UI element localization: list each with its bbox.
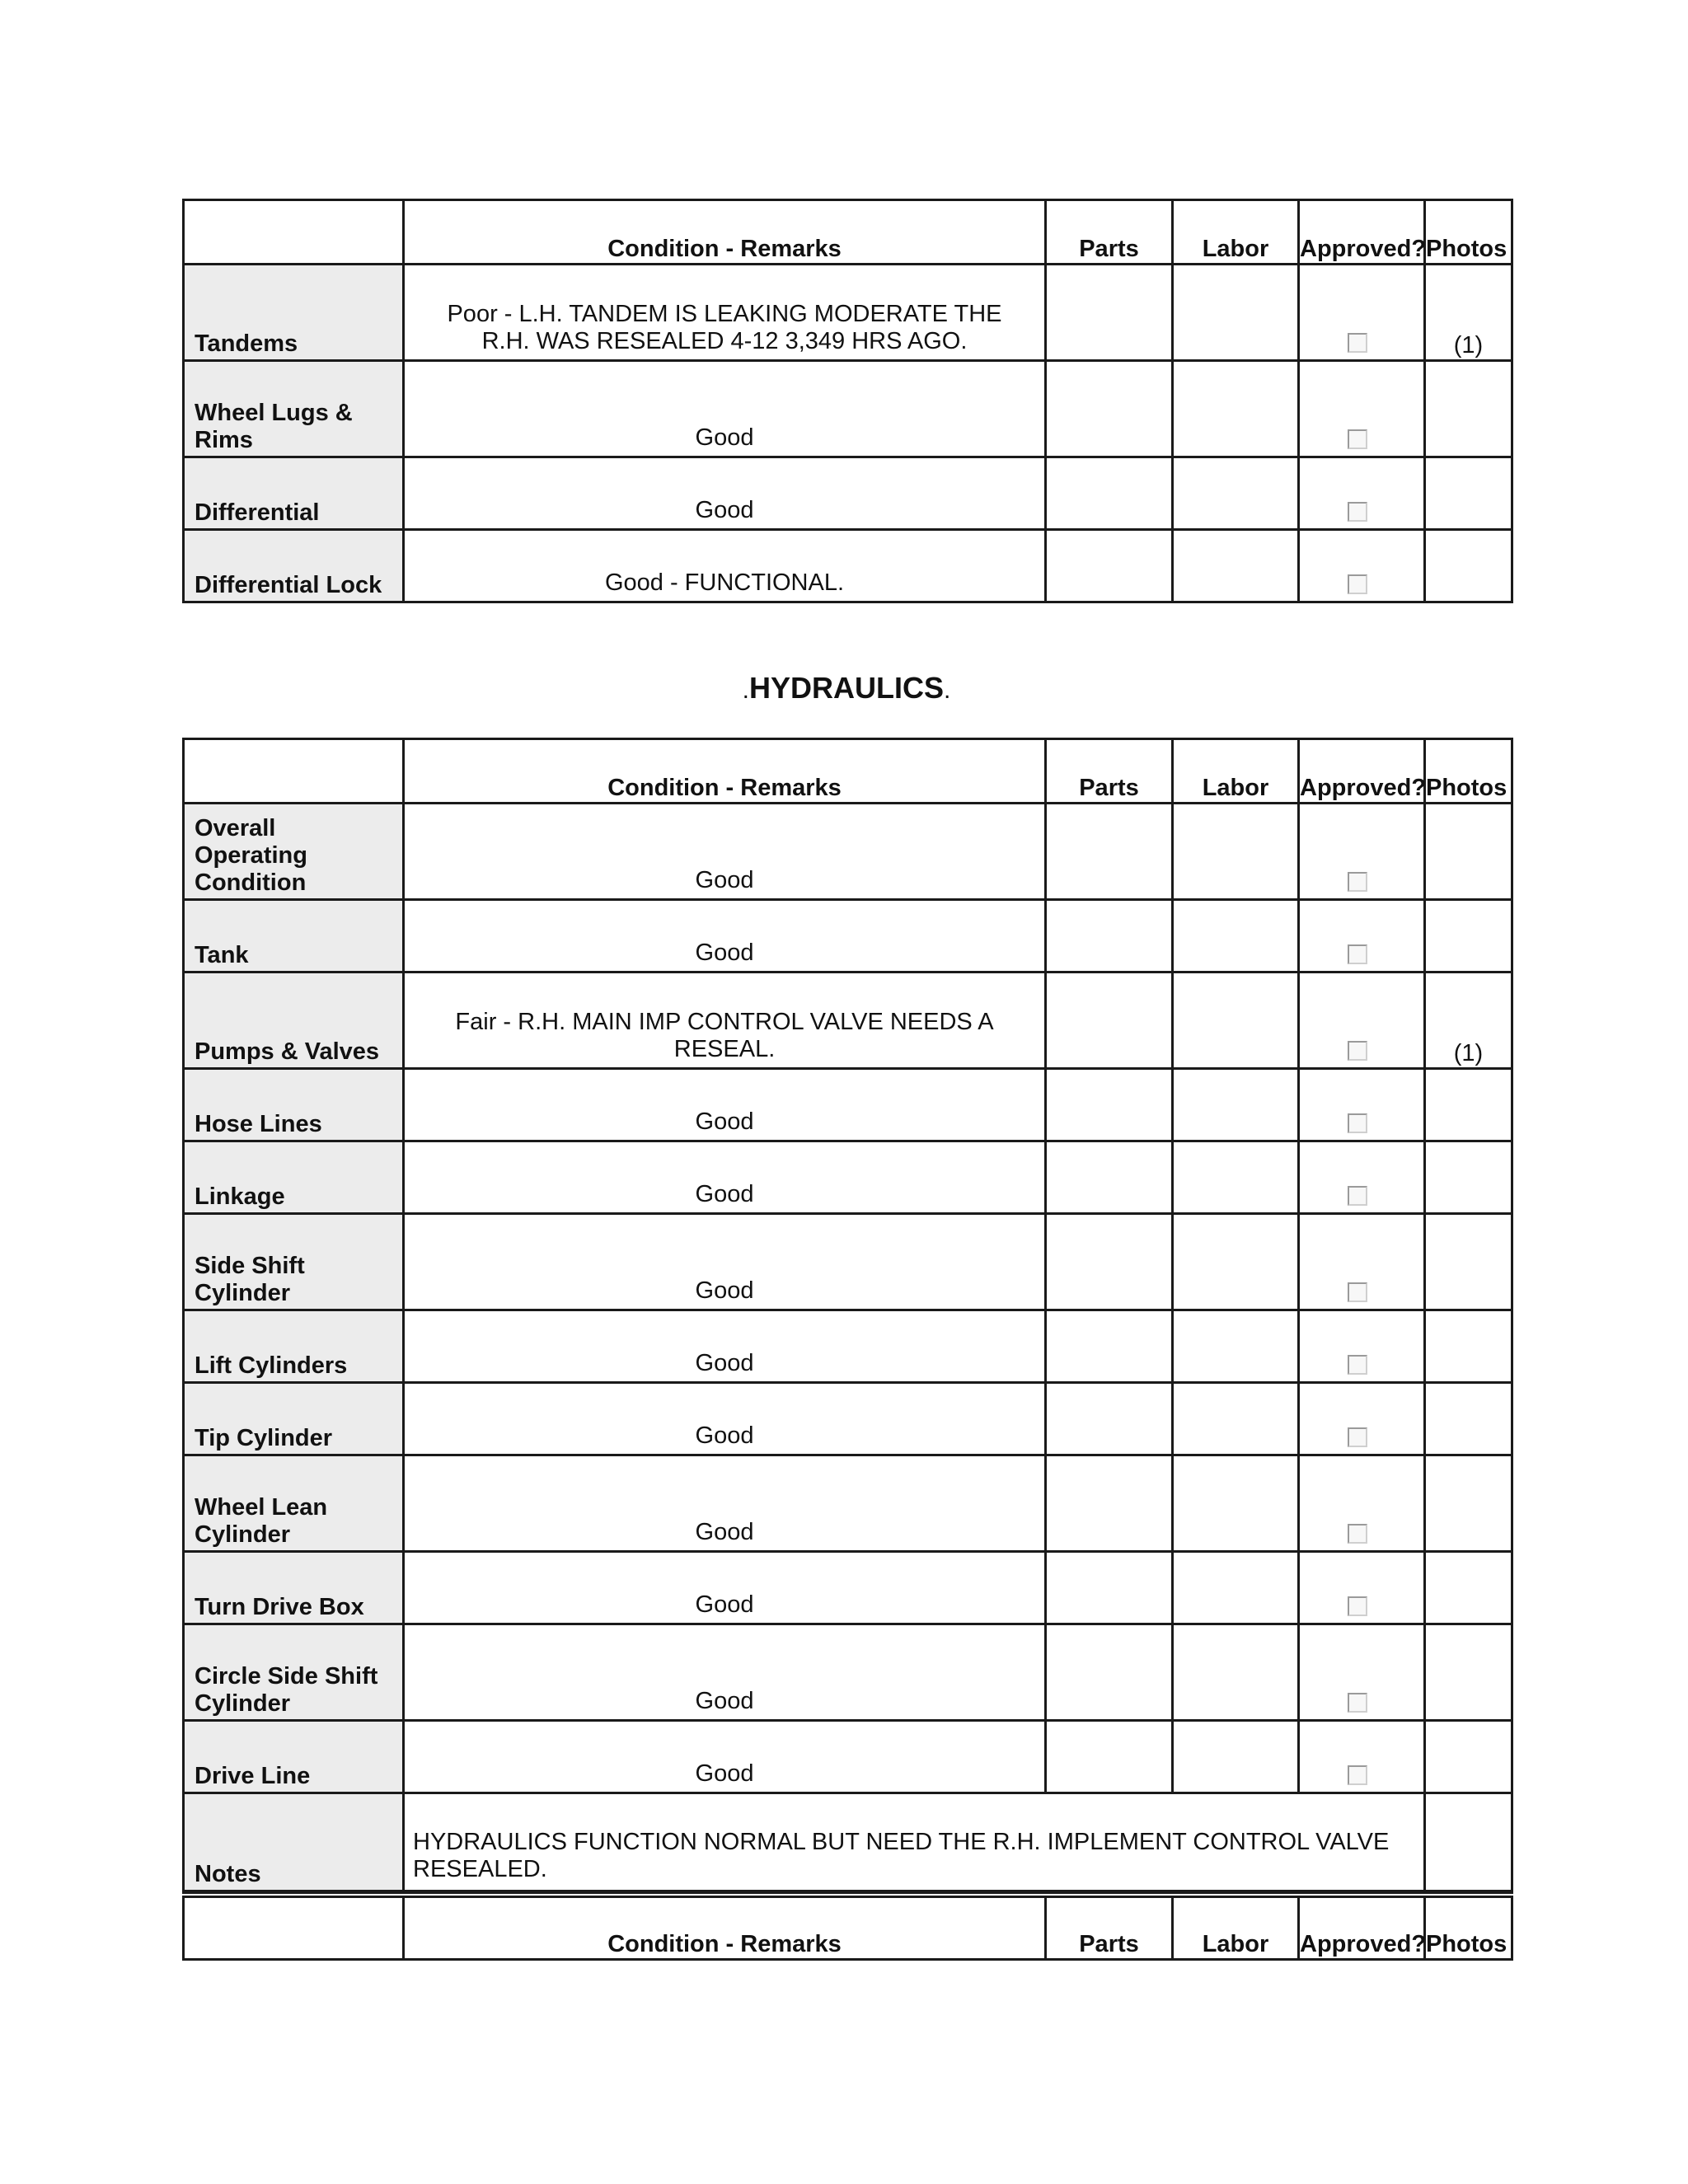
table-row	[184, 361, 1512, 457]
item-label: Differential	[184, 457, 404, 530]
item-label: Wheel Lean Cylinder	[184, 1455, 404, 1552]
condition-remarks: Good - FUNCTIONAL.	[404, 530, 1046, 602]
approved-checkbox[interactable]	[1348, 1041, 1367, 1061]
item-label: Side Shift Cylinder	[184, 1214, 404, 1310]
condition-remarks: Good	[404, 1455, 1046, 1552]
labor-cell	[1173, 1721, 1299, 1793]
approved-cell	[1299, 972, 1425, 1069]
parts-cell	[1046, 1310, 1173, 1383]
approved-cell	[1299, 361, 1425, 457]
approved-checkbox[interactable]	[1348, 1282, 1367, 1302]
header-photos: Photos	[1425, 1897, 1512, 1960]
condition-remarks: Good	[404, 1624, 1046, 1721]
labor-cell	[1173, 1624, 1299, 1721]
parts-cell	[1046, 1141, 1173, 1214]
inspection-table-hydraulics	[182, 738, 1513, 1894]
approved-checkbox[interactable]	[1348, 1113, 1367, 1133]
approved-cell	[1299, 1069, 1425, 1141]
table-row	[184, 1069, 1512, 1141]
photos-count	[1425, 1141, 1512, 1214]
parts-cell	[1046, 972, 1173, 1069]
notes-row	[184, 1793, 1512, 1892]
photos-count	[1425, 361, 1512, 457]
approved-checkbox[interactable]	[1348, 872, 1367, 892]
labor-cell	[1173, 1455, 1299, 1552]
approved-cell	[1299, 265, 1425, 361]
header-condition: Condition - Remarks	[404, 739, 1046, 804]
parts-cell	[1046, 361, 1173, 457]
photos-count	[1425, 1721, 1512, 1793]
labor-cell	[1173, 804, 1299, 900]
header-approved: Approved?	[1299, 739, 1425, 804]
header-photos: Photos	[1425, 739, 1512, 804]
approved-cell	[1299, 900, 1425, 972]
approved-cell	[1299, 1141, 1425, 1214]
condition-remarks: Good	[404, 1552, 1046, 1624]
inspection-table-next-header	[182, 1896, 1513, 1961]
approved-checkbox[interactable]	[1348, 1427, 1367, 1447]
notes-text: HYDRAULICS FUNCTION NORMAL BUT NEED THE R.H. IMPLEMENT CONTROL VALVE RESEALED.	[404, 1793, 1425, 1892]
table-row	[184, 457, 1512, 530]
parts-cell	[1046, 900, 1173, 972]
header-parts: Parts	[1046, 200, 1173, 265]
header-approved: Approved?	[1299, 200, 1425, 265]
table-row	[184, 265, 1512, 361]
condition-remarks: Fair - R.H. MAIN IMP CONTROL VALVE NEEDS A RESEAL.	[404, 972, 1046, 1069]
condition-remarks: Good	[404, 804, 1046, 900]
item-label: Turn Drive Box	[184, 1552, 404, 1624]
header-photos: Photos	[1425, 200, 1512, 265]
approved-checkbox[interactable]	[1348, 1596, 1367, 1616]
condition-remarks: Good	[404, 1310, 1046, 1383]
table-row	[184, 804, 1512, 900]
labor-cell	[1173, 1141, 1299, 1214]
table-row	[184, 1383, 1512, 1455]
item-label: Tank	[184, 900, 404, 972]
notes-label: Notes	[184, 1793, 404, 1892]
labor-cell	[1173, 900, 1299, 972]
approved-cell	[1299, 1383, 1425, 1455]
table-row	[184, 1214, 1512, 1310]
condition-remarks: Good	[404, 1214, 1046, 1310]
item-label: Circle Side Shift Cylinder	[184, 1624, 404, 1721]
item-label: Wheel Lugs & Rims	[184, 361, 404, 457]
photos-count	[1425, 900, 1512, 972]
approved-cell	[1299, 530, 1425, 602]
table-row	[184, 1141, 1512, 1214]
photos-count	[1425, 1069, 1512, 1141]
approved-cell	[1299, 457, 1425, 530]
parts-cell	[1046, 1624, 1173, 1721]
approved-checkbox[interactable]	[1348, 574, 1367, 594]
photos-count: (1)	[1425, 972, 1512, 1069]
header-parts: Parts	[1046, 739, 1173, 804]
table-header-row	[184, 1897, 1512, 1960]
notes-photos-cell	[1425, 1793, 1512, 1892]
table-row	[184, 1310, 1512, 1383]
approved-cell	[1299, 1552, 1425, 1624]
approved-checkbox[interactable]	[1348, 1765, 1367, 1785]
photos-count	[1425, 1624, 1512, 1721]
table-header-row	[184, 739, 1512, 804]
parts-cell	[1046, 1069, 1173, 1141]
approved-cell	[1299, 1721, 1425, 1793]
condition-remarks: Poor - L.H. TANDEM IS LEAKING MODERATE THE R.H. WAS RESEALED 4-12 3,349 HRS AGO.	[404, 265, 1046, 361]
labor-cell	[1173, 972, 1299, 1069]
photos-count	[1425, 1552, 1512, 1624]
item-label: Tip Cylinder	[184, 1383, 404, 1455]
labor-cell	[1173, 457, 1299, 530]
photos-count	[1425, 804, 1512, 900]
photos-count	[1425, 530, 1512, 602]
labor-cell	[1173, 1069, 1299, 1141]
parts-cell	[1046, 265, 1173, 361]
approved-cell	[1299, 1455, 1425, 1552]
section-title-suffix: .	[944, 677, 951, 704]
table-row	[184, 530, 1512, 602]
labor-cell	[1173, 361, 1299, 457]
approved-cell	[1299, 1214, 1425, 1310]
labor-cell	[1173, 265, 1299, 361]
table-row	[184, 900, 1512, 972]
approved-checkbox[interactable]	[1348, 1693, 1367, 1713]
parts-cell	[1046, 1552, 1173, 1624]
photos-count: (1)	[1425, 265, 1512, 361]
item-label: Pumps & Valves	[184, 972, 404, 1069]
header-labor: Labor	[1173, 200, 1299, 265]
approved-checkbox[interactable]	[1348, 429, 1367, 449]
item-label: Linkage	[184, 1141, 404, 1214]
item-label: Overall Operating Condition	[184, 804, 404, 900]
inspection-table-drivetrain	[182, 199, 1513, 603]
parts-cell	[1046, 457, 1173, 530]
section-title-hydraulics	[182, 671, 1511, 705]
labor-cell	[1173, 1310, 1299, 1383]
table-row	[184, 1552, 1512, 1624]
item-label: Drive Line	[184, 1721, 404, 1793]
section-title-prefix: .	[742, 677, 749, 704]
approved-cell	[1299, 804, 1425, 900]
section-title-text: HYDRAULICS	[748, 671, 944, 705]
approved-checkbox[interactable]	[1348, 1524, 1367, 1544]
approved-checkbox[interactable]	[1348, 333, 1367, 353]
header-approved: Approved?	[1299, 1897, 1425, 1960]
parts-cell	[1046, 1455, 1173, 1552]
photos-count	[1425, 457, 1512, 530]
condition-remarks: Good	[404, 1141, 1046, 1214]
labor-cell	[1173, 1552, 1299, 1624]
condition-remarks: Good	[404, 1069, 1046, 1141]
labor-cell	[1173, 530, 1299, 602]
header-labor: Labor	[1173, 1897, 1299, 1960]
approved-checkbox[interactable]	[1348, 944, 1367, 964]
labor-cell	[1173, 1214, 1299, 1310]
photos-count	[1425, 1214, 1512, 1310]
header-item-cell	[184, 200, 404, 265]
approved-checkbox[interactable]	[1348, 1186, 1367, 1206]
header-condition: Condition - Remarks	[404, 200, 1046, 265]
item-label: Hose Lines	[184, 1069, 404, 1141]
condition-remarks: Good	[404, 361, 1046, 457]
parts-cell	[1046, 804, 1173, 900]
header-condition: Condition - Remarks	[404, 1897, 1046, 1960]
photos-count	[1425, 1310, 1512, 1383]
table-row	[184, 972, 1512, 1069]
header-labor: Labor	[1173, 739, 1299, 804]
header-parts: Parts	[1046, 1897, 1173, 1960]
approved-cell	[1299, 1624, 1425, 1721]
item-label: Tandems	[184, 265, 404, 361]
parts-cell	[1046, 530, 1173, 602]
photos-count	[1425, 1455, 1512, 1552]
approved-checkbox[interactable]	[1348, 502, 1367, 522]
approved-cell	[1299, 1310, 1425, 1383]
table-row	[184, 1455, 1512, 1552]
condition-remarks: Good	[404, 457, 1046, 530]
condition-remarks: Good	[404, 900, 1046, 972]
parts-cell	[1046, 1721, 1173, 1793]
parts-cell	[1046, 1383, 1173, 1455]
item-label: Lift Cylinders	[184, 1310, 404, 1383]
header-item-cell	[184, 739, 404, 804]
condition-remarks: Good	[404, 1721, 1046, 1793]
table-header-row	[184, 200, 1512, 265]
table-row	[184, 1624, 1512, 1721]
item-label: Differential Lock	[184, 530, 404, 602]
approved-checkbox[interactable]	[1348, 1355, 1367, 1375]
table-row	[184, 1721, 1512, 1793]
labor-cell	[1173, 1383, 1299, 1455]
parts-cell	[1046, 1214, 1173, 1310]
photos-count	[1425, 1383, 1512, 1455]
header-item-cell	[184, 1897, 404, 1960]
condition-remarks: Good	[404, 1383, 1046, 1455]
